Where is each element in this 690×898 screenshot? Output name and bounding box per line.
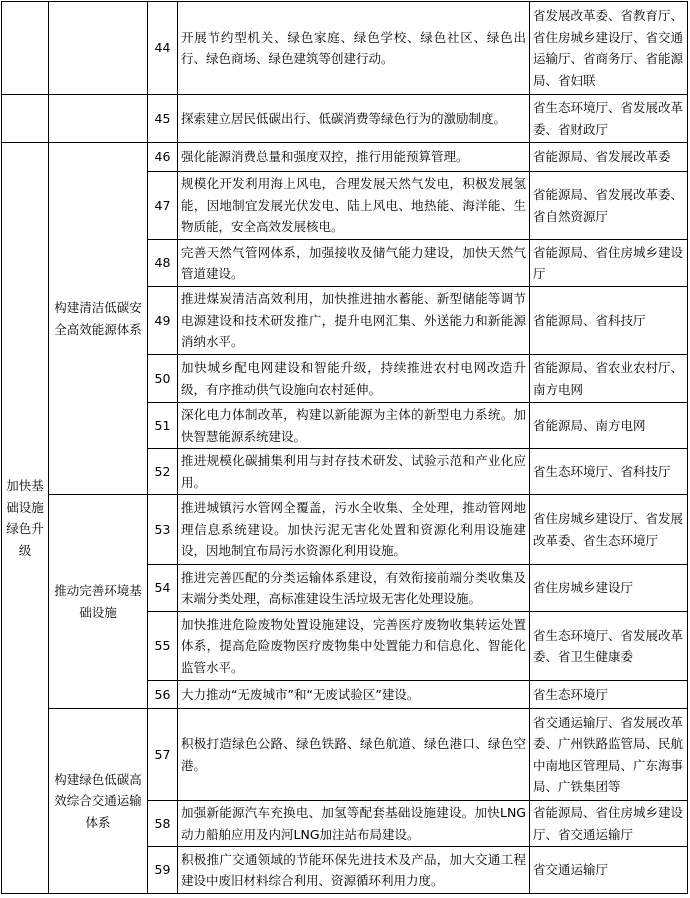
- category-level2: [49, 143, 148, 495]
- row-number: 47: [148, 172, 178, 240]
- row-number: 55: [148, 612, 178, 681]
- category-level1: [2, 143, 49, 894]
- department-text: 省生态环境厅、省发展改革委、省卫生健康委: [530, 612, 688, 681]
- category-cell: [2, 2, 49, 95]
- department-text: 省能源局、省住房城乡建设厅: [530, 240, 688, 287]
- task-table: [1, 1, 688, 894]
- department-text: 省生态环境厅、省科技厅: [530, 449, 688, 495]
- row-number: 57: [148, 709, 178, 801]
- task-text: 推进城镇污水管网全覆盖，污水全收集、全处理，推动管网地理信息系统建设。加快污泥无害化处置和资源化利用设施建设，因地制宜布局污水资源化利用设施。: [178, 495, 530, 565]
- category-level1-label: 加快基础设施绿色升级: [6, 478, 44, 558]
- task-text: 强化能源消费总量和强度双控，推行用能预算管理。: [178, 143, 530, 172]
- category-cell: [2, 95, 49, 143]
- department-text: 省住房城乡建设厅: [530, 565, 688, 612]
- department-text: 省生态环境厅: [530, 681, 688, 709]
- task-text: 加快推进危险废物处置设施建设，完善医疗废物收集转运处置体系，提高危险废物医疗废物集中处置能力和信息化、智能化监管水平。: [178, 612, 530, 681]
- task-text: 推进煤炭清洁高效利用，加快推进抽水蓄能、新型储能等调节电源建设和技术研发推广，提升电网汇集、外送能力和新能源消纳水平。: [178, 287, 530, 355]
- department-text: 省生态环境厅、省发展改革委、省财政厅: [530, 95, 688, 143]
- task-text: 推进完善匹配的分类运输体系建设，有效衔接前端分类收集及末端分类处理，高标准建设生活垃圾无害化处理设施。: [178, 565, 530, 612]
- department-text: 省能源局、南方电网: [530, 403, 688, 449]
- department-text: 省住房城乡建设厅、省发展改革委、省生态环境厅: [530, 495, 688, 565]
- category-level2: [49, 709, 148, 894]
- table-row: [2, 143, 688, 172]
- category-level2-label: 构建清洁低碳安全高效能源体系: [54, 300, 142, 337]
- category-cell: [49, 2, 148, 95]
- task-text: 深化电力体制改革，构建以新能源为主体的新型电力系统。加快智慧能源系统建设。: [178, 403, 530, 449]
- category-level2-label: 构建绿色低碳高效综合交通运输体系: [54, 771, 142, 830]
- row-number: 56: [148, 681, 178, 709]
- row-number: 50: [148, 355, 178, 403]
- category-cell: [49, 95, 148, 143]
- department-text: 省能源局、省农业农村厅、南方电网: [530, 355, 688, 403]
- row-number: 52: [148, 449, 178, 495]
- task-text: 积极推广交通领域的节能环保先进技术及产品，加大交通工程建设中废旧材料综合利用、资源循环利用力度。: [178, 847, 530, 894]
- row-number: 59: [148, 847, 178, 894]
- task-text: 加强新能源汽车充换电、加氢等配套基础设施建设。加快LNG动力船舶应用及内河LNG加注站布局建设。: [178, 801, 530, 847]
- category-level2-label: 推动完善环境基础设施: [54, 583, 142, 620]
- department-text: 省交通运输厅、省发展改革委、广州铁路监管局、民航中南地区管理局、广东海事局、广铁集团等: [530, 709, 688, 801]
- row-number: 49: [148, 287, 178, 355]
- task-text: 推进规模化碳捕集利用与封存技术研发、试验示范和产业化应用。: [178, 449, 530, 495]
- row-number: 54: [148, 565, 178, 612]
- department-text: 省交通运输厅: [530, 847, 688, 894]
- table-row: [2, 709, 688, 801]
- task-text: 完善天然气管网体系，加强接收及储气能力建设，加快天然气管道建设。: [178, 240, 530, 287]
- row-number: 46: [148, 143, 178, 172]
- task-text: 探索建立居民低碳出行、低碳消费等绿色行为的激励制度。: [178, 95, 530, 143]
- row-number: 44: [148, 2, 178, 95]
- department-text: 省能源局、省住房城乡建设厅、省交通运输厅: [530, 801, 688, 847]
- row-number: 53: [148, 495, 178, 565]
- task-text: 开展节约型机关、绿色家庭、绿色学校、绿色社区、绿色出行、绿色商场、绿色建筑等创建行动。: [178, 2, 530, 95]
- table-row: [2, 2, 688, 95]
- row-number: 45: [148, 95, 178, 143]
- department-text: 省能源局、省科技厅: [530, 287, 688, 355]
- department-text: 省能源局、省发展改革委、省自然资源厅: [530, 172, 688, 240]
- category-level2: [49, 495, 148, 709]
- table-row: [2, 495, 688, 565]
- department-text: 省能源局、省发展改革委: [530, 143, 688, 172]
- row-number: 48: [148, 240, 178, 287]
- task-text: 大力推动“无废城市”和“无废试验区”建设。: [178, 681, 530, 709]
- department-text: 省发展改革委、省教育厅、省住房城乡建设厅、省交通运输厅、省商务厅、省能源局、省妇联: [530, 2, 688, 95]
- task-text: 规模化开发利用海上风电，合理发展天然气发电，积极发展氢能，因地制宜发展光伏发电、陆上风电、地热能、海洋能、生物质能，安全高效发展核电。: [178, 172, 530, 240]
- task-text: 积极打造绿色公路、绿色铁路、绿色航道、绿色港口、绿色空港。: [178, 709, 530, 801]
- row-number: 58: [148, 801, 178, 847]
- task-text: 加快城乡配电网建设和智能升级，持续推进农村电网改造升级，有序推动供气设施向农村延伸。: [178, 355, 530, 403]
- row-number: 51: [148, 403, 178, 449]
- table-row: [2, 95, 688, 143]
